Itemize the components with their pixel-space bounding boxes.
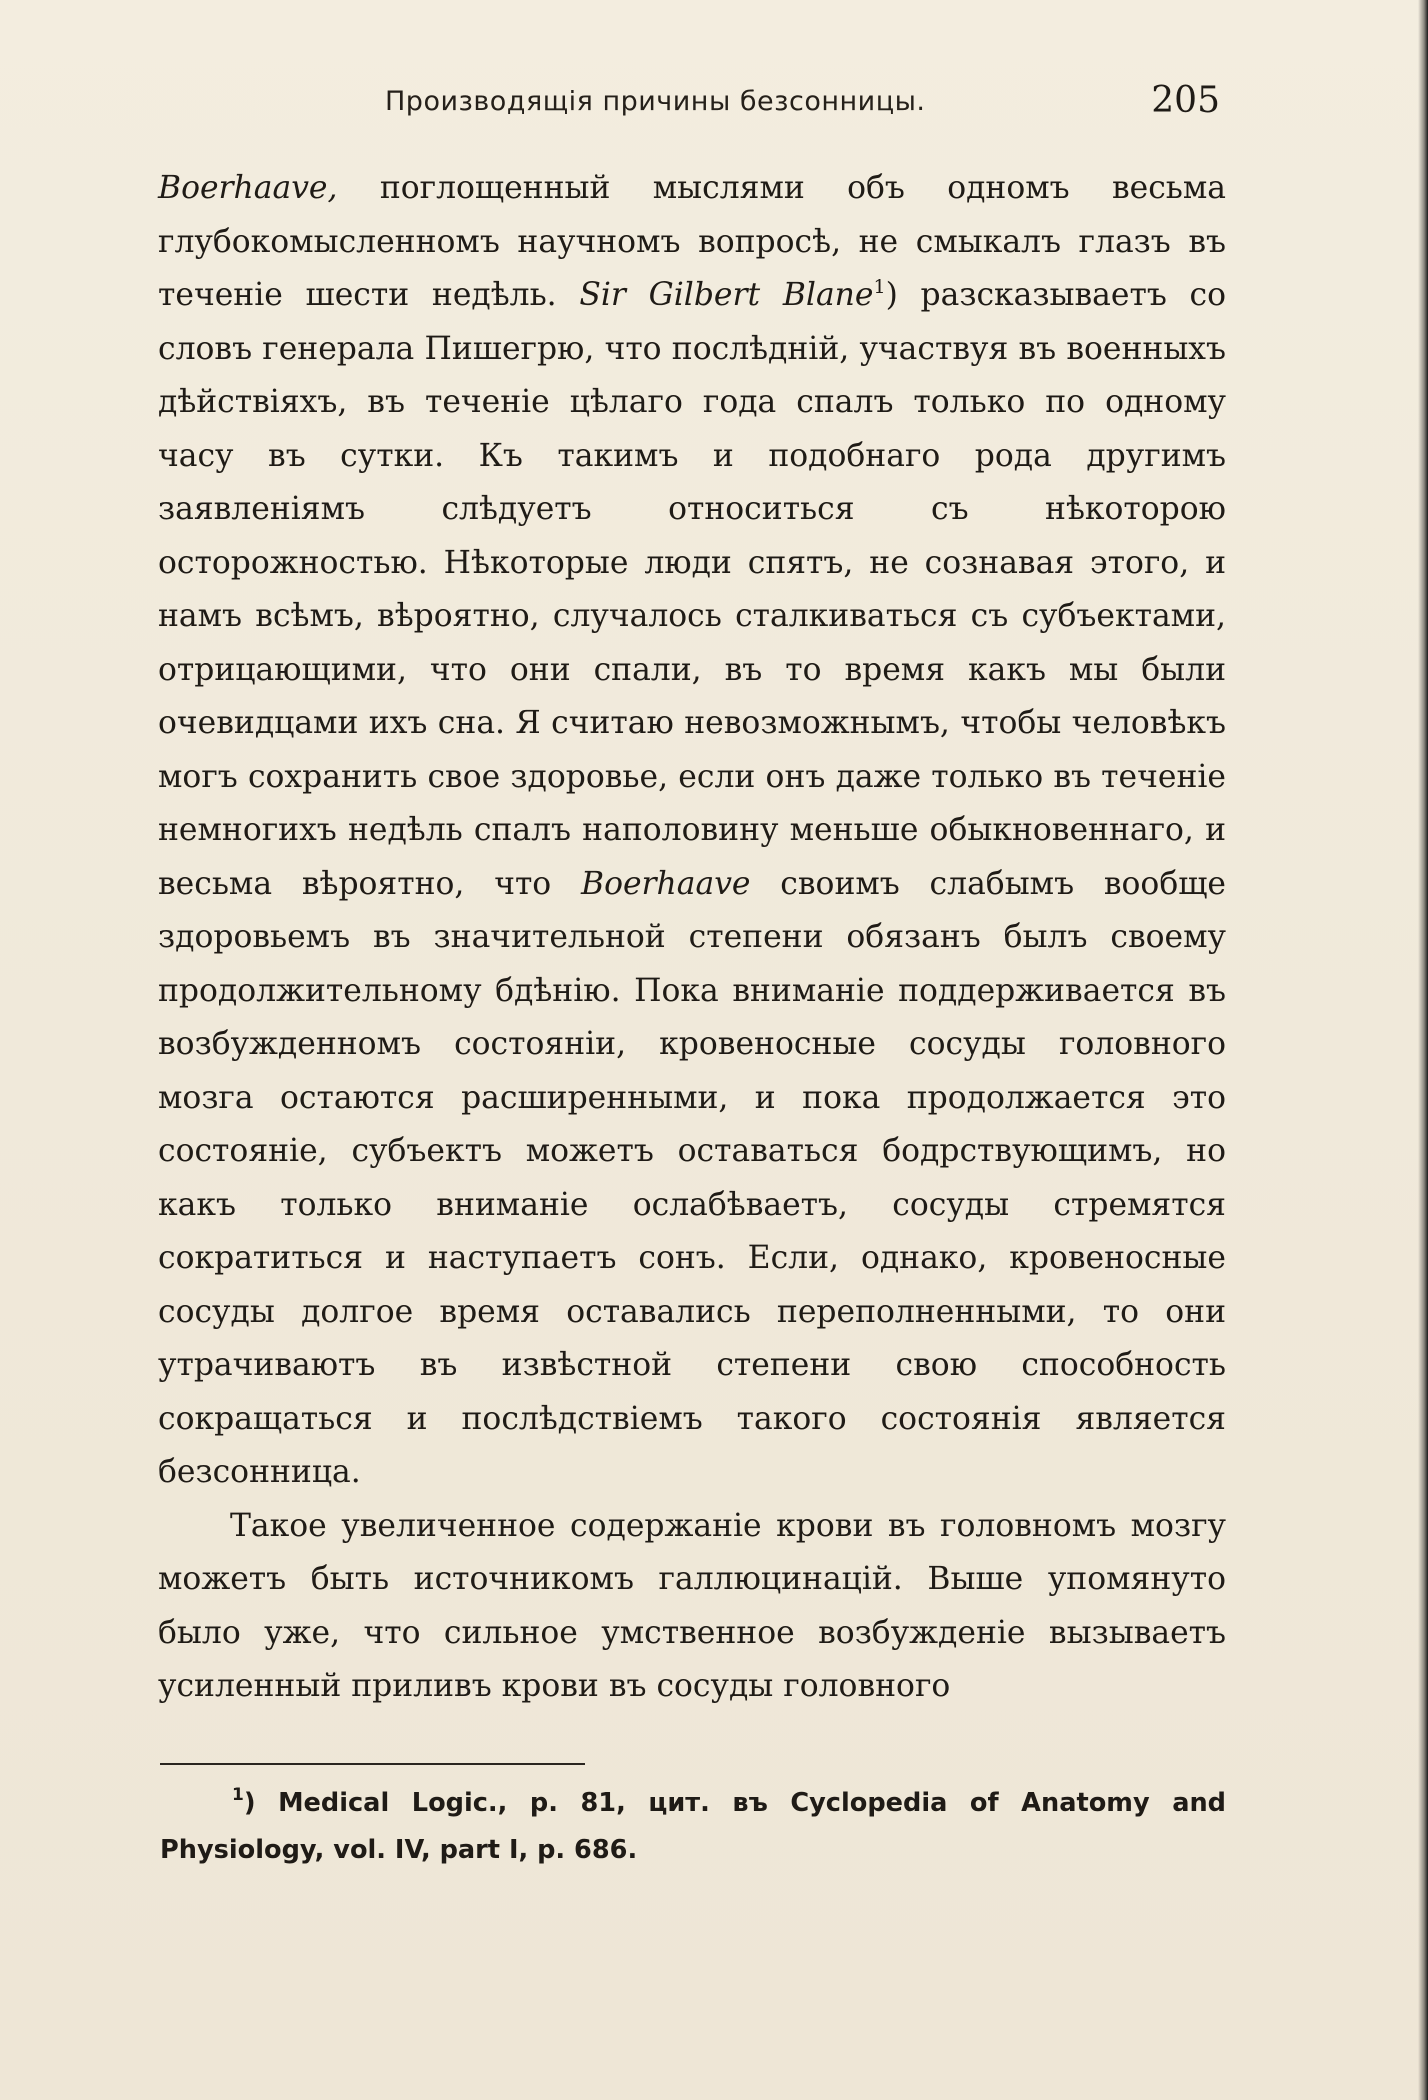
main-text — [158, 162, 1226, 1714]
paragraph-1 — [158, 162, 1226, 1500]
author-name-boerhaave: Boerhaave, — [158, 170, 338, 206]
paragraph-2: Такое увеличенное содержаніе крови въ головномъ мозгу можетъ быть источникомъ галлюцинацій. Выше упомянуто было уже, что сильное умственное возбужденіе вызываетъ усиленный приливъ крови въ сосуды головного — [158, 1507, 1226, 1704]
footnote-marker: 1 — [232, 1785, 244, 1805]
running-title: Производящія причины безсонницы. — [385, 86, 926, 117]
paragraph-1-part-3: своимъ слабымъ вообще здоровьемъ въ значительной степени обязанъ былъ своему продолжительному бдѣнію. Пока вниманіе поддерживается въ возбужденномъ состояніи, кровеносные сосуды головного мозга остаются расширенными, и пока продолжается это состояніе, субъектъ можетъ оставаться бодрствующимъ, но какъ только вниманіе ослабѣваетъ, сосуды стремятся сократиться и наступаетъ сонъ. Если, однако, кровеносные сосуды долгое время оставались переполненными, то они утрачиваютъ въ извѣстной степени свою способность сокращаться и послѣдствіемъ такого состоянія является безсонница. — [158, 865, 1226, 1490]
page-number: 205 — [1151, 80, 1220, 121]
footnote — [160, 1780, 1226, 1874]
author-name-boerhaave-2: Boerhaave — [581, 865, 751, 902]
page-edge-shadow — [1418, 0, 1428, 2100]
page-header — [160, 82, 1220, 132]
paragraph-1-part-2: ) разсказываетъ со словъ генерала Пишегрю, что послѣдній, участвуя въ военныхъ дѣйствіяхъ, въ теченіе цѣлаго года спалъ только по одному часу въ сутки. Къ такимъ и подобнаго рода другимъ заявленіямъ слѣдуетъ относиться съ нѣкоторою осторожностью. Нѣкоторые люди спятъ, не сознавая этого, и намъ всѣмъ, вѣроятно, случалось сталкиваться съ субъектами, отрицающими, что они спали, въ то время какъ мы были очевидцами ихъ сна. Я считаю невозможнымъ, чтобы человѣкъ могъ сохранить свое здоровье, если онъ даже только въ теченіе немногихъ недѣль спалъ наполовину меньше обыкновеннаго, и весьма вѣроятно, что — [158, 277, 1226, 902]
footnote-divider — [160, 1763, 585, 1765]
paragraph-1-part-1: поглощенный мыслями объ одномъ весьма глубокомысленномъ научномъ вопросѣ, не смыкалъ глазъ въ теченіе шести недѣль. — [158, 170, 1226, 313]
footnote-text: ) Medical Logic., p. 81, цит. въ Cyclopedia of Anatomy and Physiology, vol. IV, part I, p. 686. — [160, 1788, 1226, 1865]
footnote-reference: 1 — [873, 276, 886, 298]
author-name-blane: Sir Gilbert Blane — [579, 277, 874, 313]
